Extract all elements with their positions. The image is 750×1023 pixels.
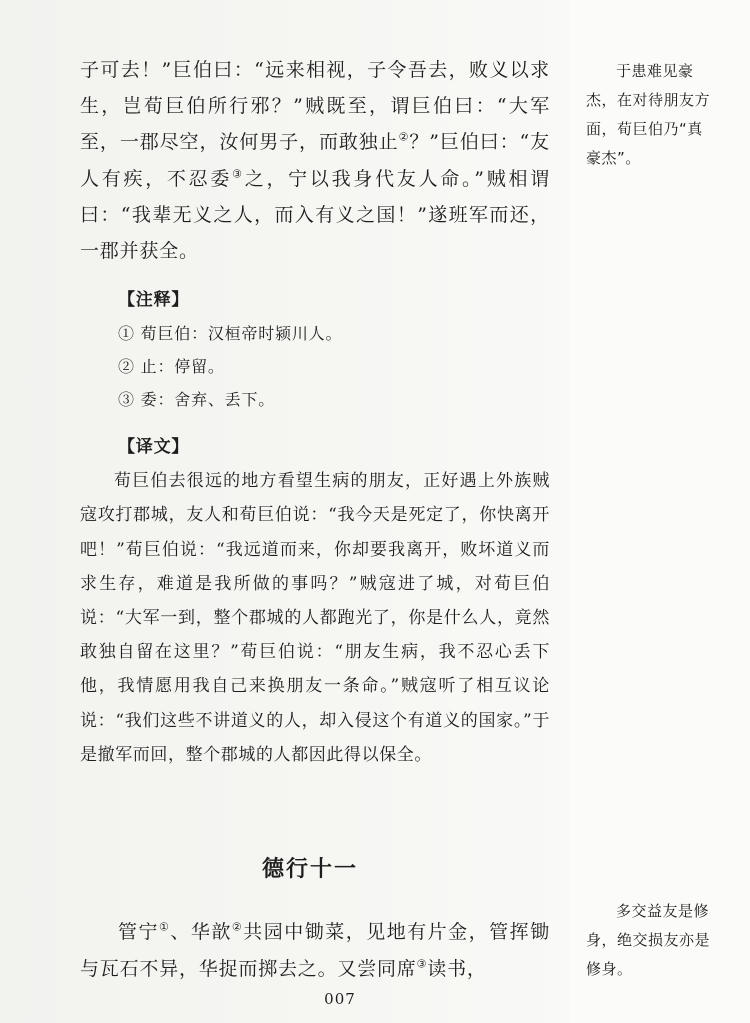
sidenote-1: 于患难见豪杰，在对待朋友方面，荀巨伯乃“真豪杰”。	[586, 62, 711, 167]
text-run: 共园中锄菜，见地有片金，管挥锄与瓦石不异，华捉而掷去之。又尝同席	[80, 921, 550, 980]
note-item: ① 荀巨伯：汉桓帝时颍川人。	[118, 324, 343, 344]
page-number: 007	[324, 990, 356, 1008]
main-text-column	[80, 52, 550, 772]
footnote-marker: ②	[398, 131, 410, 145]
text-run: 之，宁以我身代友人命。”贼相谓曰：“我辈无义之人，而入有义之国！”遂班军而还，一郡并获全。	[80, 167, 550, 263]
translation-paragraph: 荀巨伯去很远的地方看望生病的朋友，正好遇上外族贼寇攻打郡城，友人和荀巨伯说：“我今天是死定了，你快离开吧！”荀巨伯说：“我远道而来，你却要我离开，败坏道义而求生存，难道是我所做的事吗？”贼寇进了城，对荀巨伯说：“大军一到，整个郡城的人都跑光了，你是什么人，竟然敢独自留在这里？”荀巨伯说：“朋友生病，我不忍心丢下他，我情愿用我自己来换朋友一条命。”贼寇听了相互议论说：“我们这些不讲道义的人，却入侵这个有道义的国家。”于是撤军而回，整个郡城的人都因此得以保全。	[80, 471, 550, 765]
note-item: ③ 委：舍弃、丢下。	[118, 390, 276, 410]
chapter-paragraph	[80, 914, 550, 987]
text-run: 、华歆	[170, 921, 232, 943]
footnote-marker: ①	[159, 920, 171, 934]
chapter-text	[80, 914, 550, 987]
notes-heading: 【注释】	[118, 290, 190, 311]
chapter-title: 德行十一	[261, 857, 358, 882]
sidenote-2: 多交益友是修身，绝交损友亦是修身。	[586, 902, 711, 978]
story-paragraph	[80, 52, 550, 269]
text-run: 读书，	[427, 957, 487, 980]
translation-heading: 【译文】	[118, 437, 190, 458]
translation	[80, 464, 550, 772]
note-item: ② 止：停留。	[118, 357, 225, 377]
text-run: 管宁	[118, 921, 159, 943]
text-run: ？”巨伯曰：“友人有疾，不忍委	[80, 131, 550, 190]
notes-list	[118, 317, 550, 416]
footnote-marker: ③	[416, 957, 428, 971]
footnote-marker: ②	[231, 920, 244, 934]
footnote-marker: ③	[232, 167, 245, 181]
text-run: 子可去！”巨伯曰：“远来相视，子令吾去，败义以求生，岂荀巨伯所行邪？”贼既至，谓巨伯曰：“大军至，一郡尽空，汝何男子，而敢独止	[80, 59, 550, 154]
